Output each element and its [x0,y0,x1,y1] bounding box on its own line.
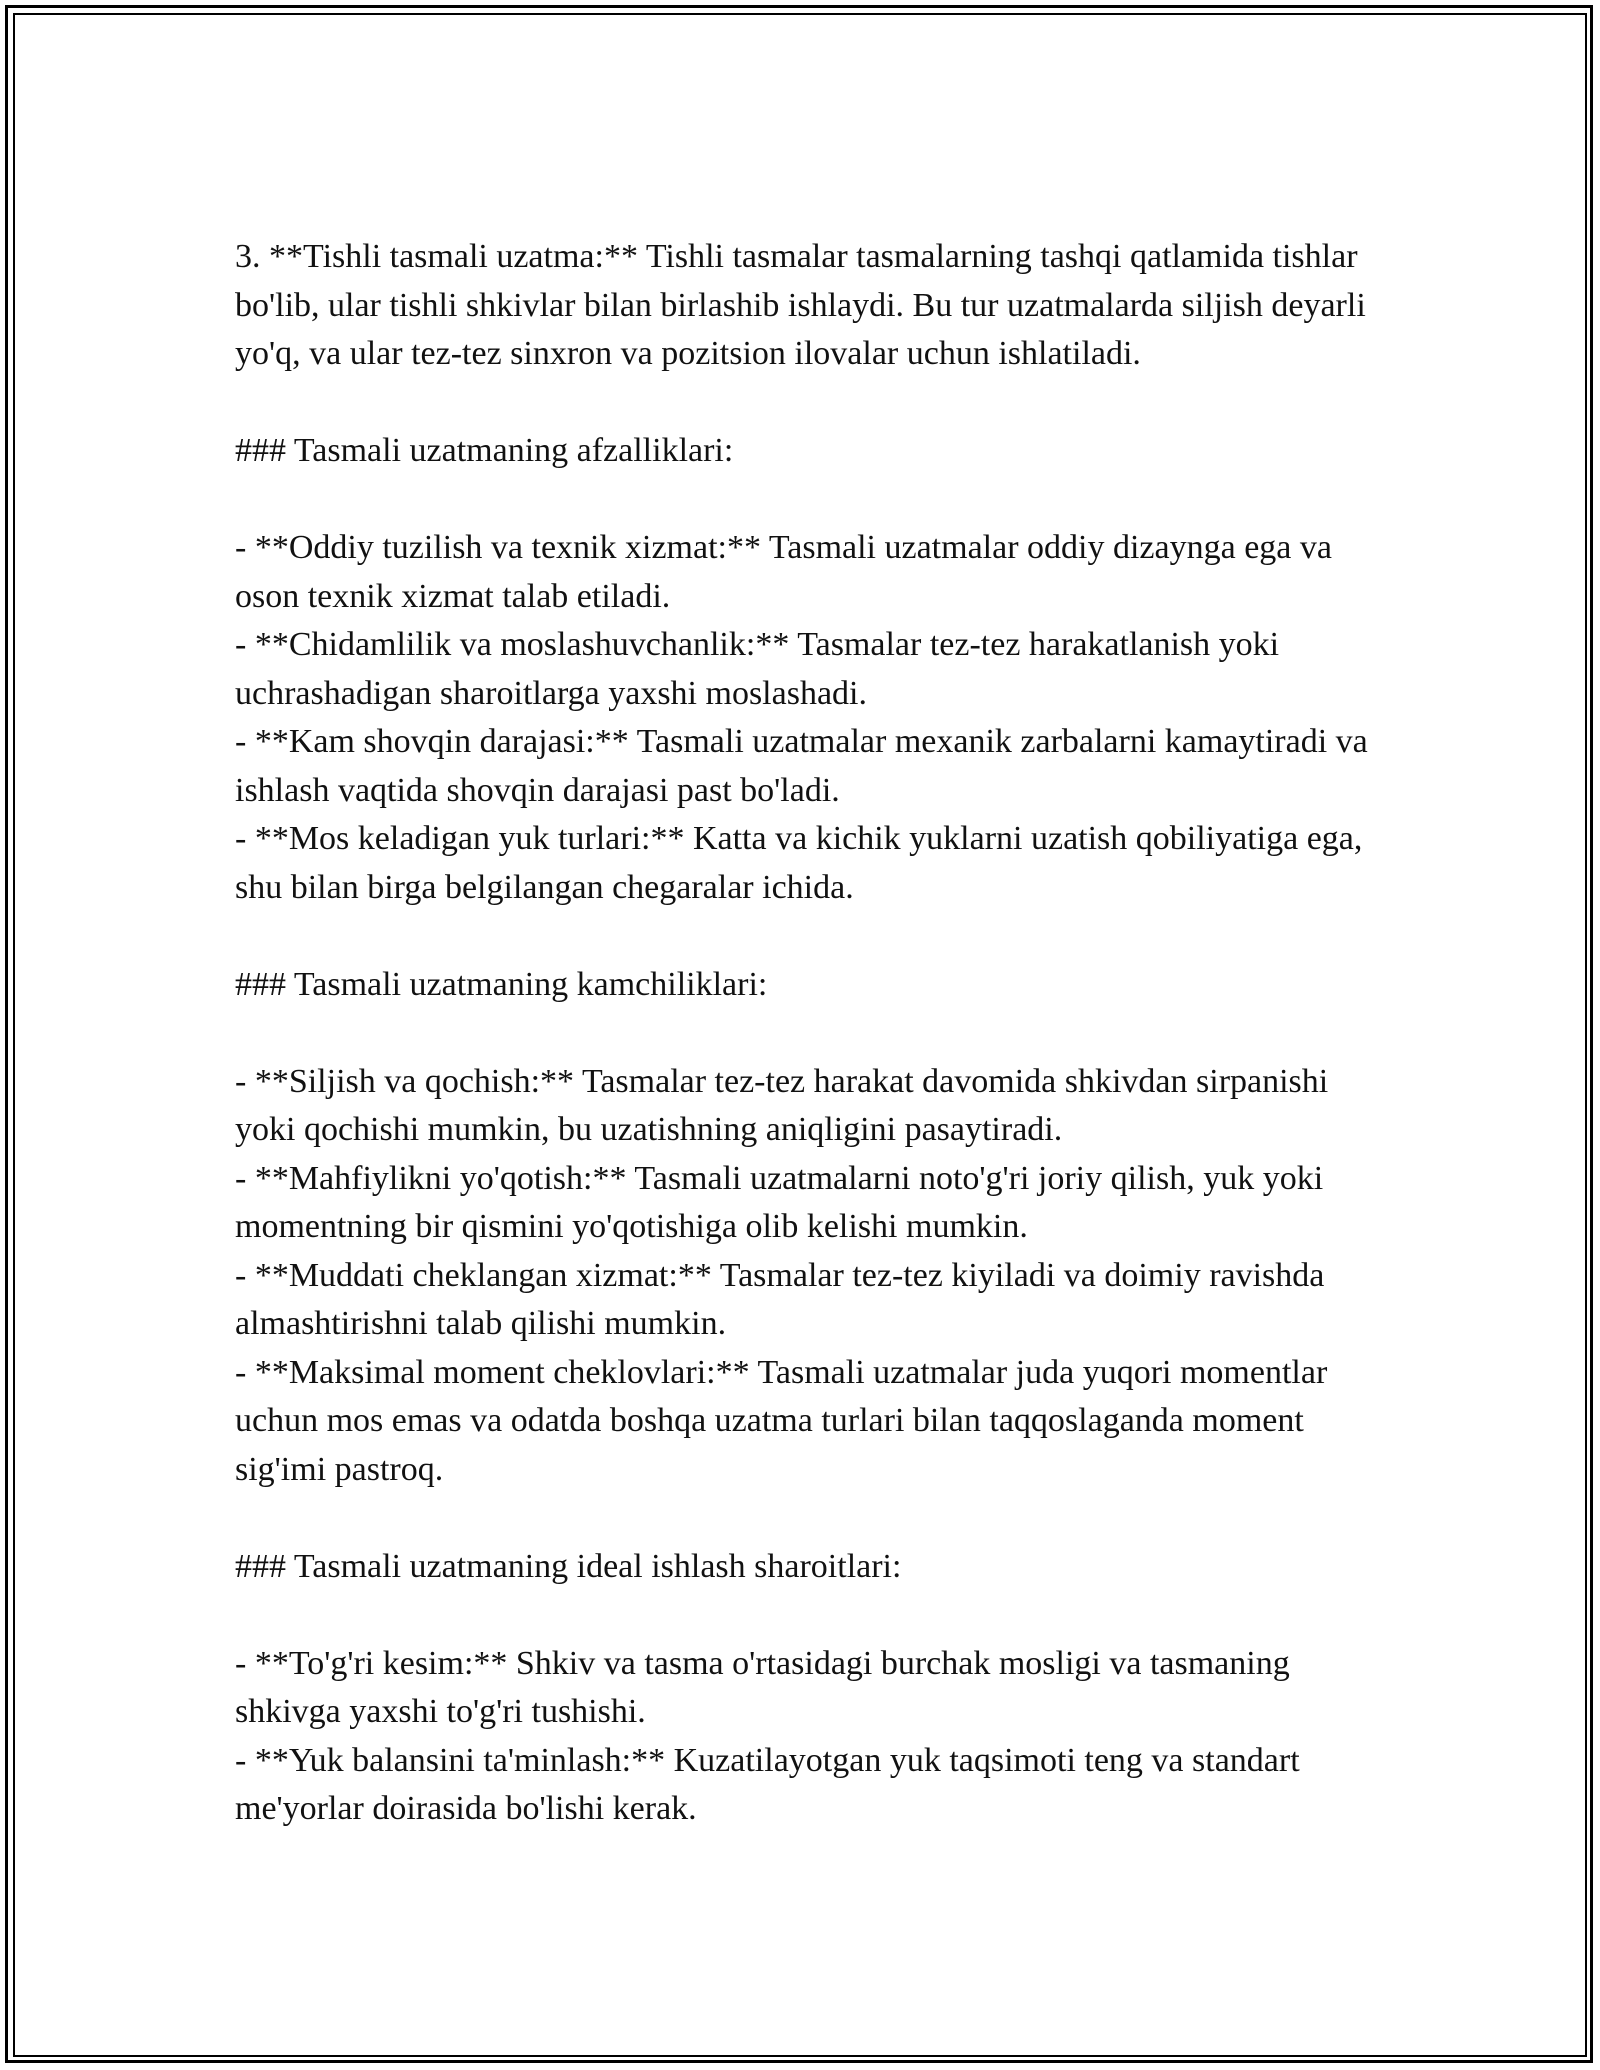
spacer [235,1009,1395,1058]
list-item-intro: 3. **Tishli tasmali uzatma:** Tishli tasmalar tasmalarning tashqi qatlamida tishlar bo'lib, ular tishli shkivlar bilan birlashib ishlaydi. Bu tur uzatmalarda siljish deyarli yo'q, va ular tez-tez sinxron va pozitsion ilovalar uchun ishlatiladi. [235,238,1375,372]
section-heading-ideal-conditions: ### Tasmali uzatmaning ideal ishlash sharoitlari: [235,1547,902,1585]
list-item: - **Kam shovqin darajasi:** Tasmali uzatmalar mexanik zarbalarni kamaytiradi va ishlash vaqtida shovqin darajasi past bo'ladi. [235,723,1377,809]
document-body [235,233,1395,1834]
list-item: - **To'g'ri kesim:** Shkiv va tasma o'rtasidagi burchak mosligi va tasmaning shkivga yaxshi to'g'ri tushishi. [235,1644,1299,1730]
list-item: - **Mahfiylikni yo'qotish:** Tasmali uzatmalarni noto'g'ri joriy qilish, yuk yoki momentning bir qismini yo'qotishiga olib kelishi mumkin. [235,1159,1332,1245]
list-item: - **Muddati cheklangan xizmat:** Tasmalar tez-tez kiyiladi va doimiy ravishda almashtirishni talab qilishi mumkin. [235,1256,1333,1342]
list-item: - **Maksimal moment cheklovlari:** Tasmali uzatmalar juda yuqori momentlar uchun mos emas va odatda boshqa uzatma turlari bilan taqqoslaganda moment sig'imi pastroq. [235,1353,1336,1488]
list-item: - **Mos keladigan yuk turlari:** Katta va kichik yuklarni uzatish qobiliyatiga ega, shu bilan birga belgilangan chegaralar ichida. [235,820,1371,906]
spacer [235,379,1395,428]
spacer [235,476,1395,525]
section-heading-advantages: ### Tasmali uzatmaning afzalliklari: [235,432,734,469]
spacer [235,912,1395,961]
list-item: - **Siljish va qochish:** Tasmalar tez-tez harakat davomida shkivdan sirpanishi yoki qochishi mumkin, bu uzatishning aniqligini pasaytiradi. [235,1062,1337,1148]
list-item: - **Oddiy tuzilish va texnik xizmat:** Tasmali uzatmalar oddiy dizaynga ega va oson texnik xizmat talab etiladi. [235,529,1341,615]
spacer [235,1494,1395,1543]
list-item: - **Chidamlilik va moslashuvchanlik:** Tasmalar tez-tez harakatlanish yoki uchrashadigan sharoitlarga yaxshi moslashadi. [235,626,1288,712]
list-item: - **Yuk balansini ta'minlash:** Kuzatilayotgan yuk taqsimoti teng va standart me'yorlar doirasida bo'lishi kerak. [235,1741,1309,1827]
section-heading-disadvantages: ### Tasmali uzatmaning kamchiliklari: [235,965,768,1003]
spacer [235,1591,1395,1640]
